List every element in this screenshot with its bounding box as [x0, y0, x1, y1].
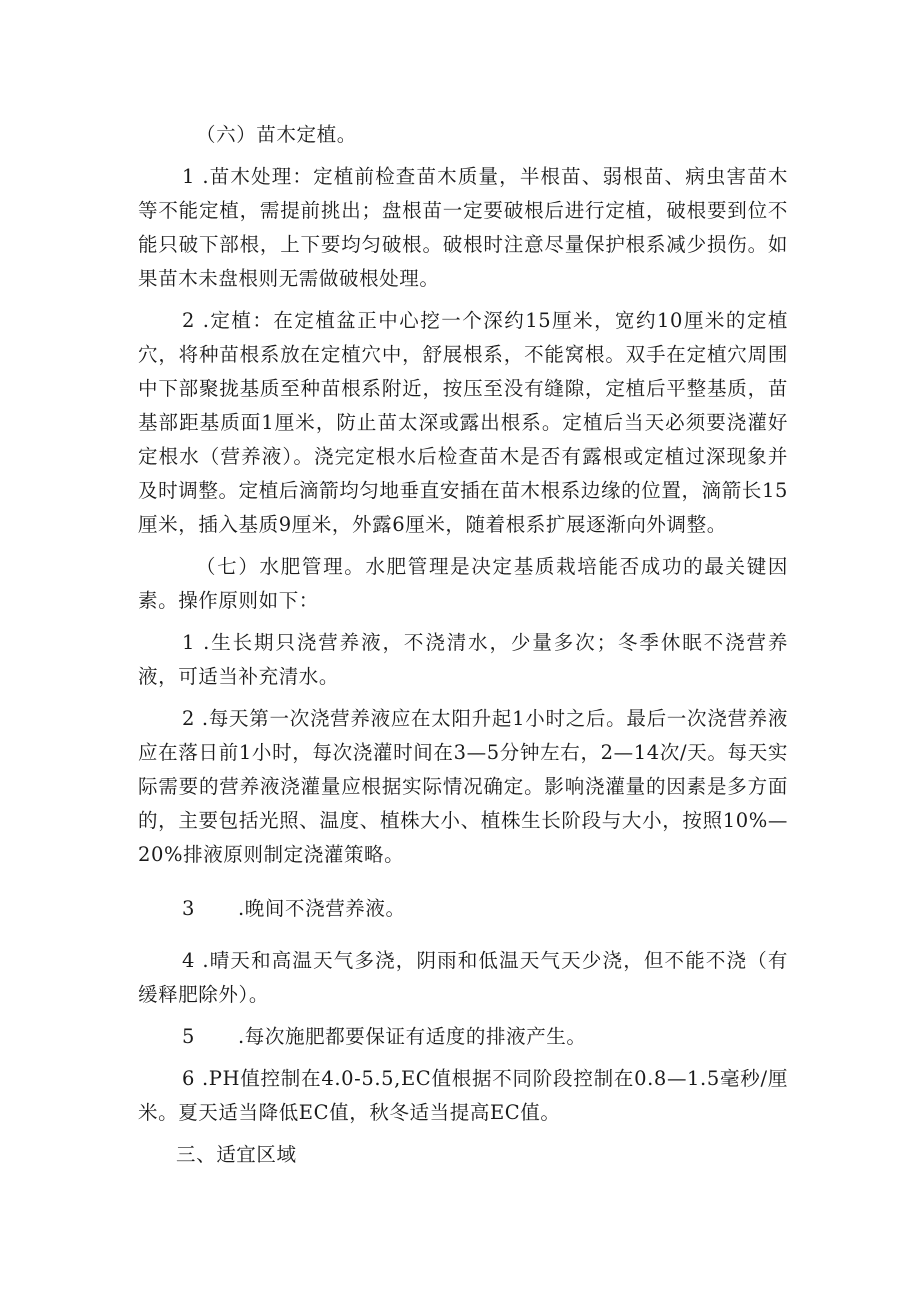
paragraph-growth-irrigation: 1 .生长期只浇营养液，不浇清水，少量多次；冬季休眠不浇营养液，可适当补充清水。	[138, 631, 788, 688]
section-heading-3: 三、适宜区域	[176, 1143, 297, 1166]
item-text: .晚间不浇营养液。	[238, 897, 406, 920]
paragraph-daily-schedule: 2 .每天第一次浇营养液应在太阳升起1小时之后。最后一次浇营养液应在落日前1小时，每次浇灌时间在3—5分钟左右，2—14次/天。每天实际需要的营养液浇灌量应根据实际情况确定。影响浇灌量的因素是多方面的，主要包括光照、温度、植株大小、植株生长阶段与大小，按照10%—20%排液原则制定浇灌策略。	[138, 707, 788, 866]
document-body	[138, 118, 788, 1172]
paragraph-drainage-rule	[138, 1020, 788, 1054]
paragraph-seedling-treatment: 1 .苗木处理：定植前检查苗木质量，半根苗、弱根苗、病虫害苗木等不能定植，需提前挑出；盘根苗一定要破根后进行定植，破根要到位不能只破下部根，上下要均匀破根。破根时注意尽量保护根系减少损伤。如果苗木未盘根则无需做破根处理。	[138, 165, 788, 290]
paragraph-weather-rule: 4 .晴天和高温天气多浇，阴雨和低温天气天少浇，但不能不浇（有缓释肥除外）。	[138, 949, 788, 1006]
section-heading-7: （七）水肥管理。水肥管理是决定基质栽培能否成功的最关键因素。操作原则如下：	[138, 555, 788, 612]
paragraph-ph-ec-control: 6 .PH值控制在4.0-5.5,EC值根据不同阶段控制在0.8—1.5毫秒/厘米。夏天适当降低EC值，秋冬适当提高EC值。	[138, 1067, 788, 1124]
section-heading-6: （六）苗木定植。	[196, 123, 357, 146]
paragraph-night-rule	[138, 892, 788, 926]
item-text: .每次施肥都要保证有适度的排液产生。	[238, 1025, 587, 1048]
paragraph-planting: 2 .定植：在定植盆正中心挖一个深约15厘米，宽约10厘米的定植穴，将种苗根系放在定植穴中，舒展根系，不能窝根。双手在定植穴周围中下部聚拢基质至种苗根系附近，按压至没有缝隙，定植后平整基质，苗基部距基质面1厘米，防止苗太深或露出根系。定植后当天必须要浇灌好定根水（营养液）。浇完定根水后检查苗木是否有露根或定植过深现象并及时调整。定植后滴箭均匀地垂直安插在苗木根系边缘的位置，滴箭长15厘米，插入基质9厘米，外露6厘米，随着根系扩展逐渐向外调整。	[138, 309, 788, 536]
item-number: 5	[182, 1025, 196, 1048]
item-number: 3	[182, 897, 196, 920]
